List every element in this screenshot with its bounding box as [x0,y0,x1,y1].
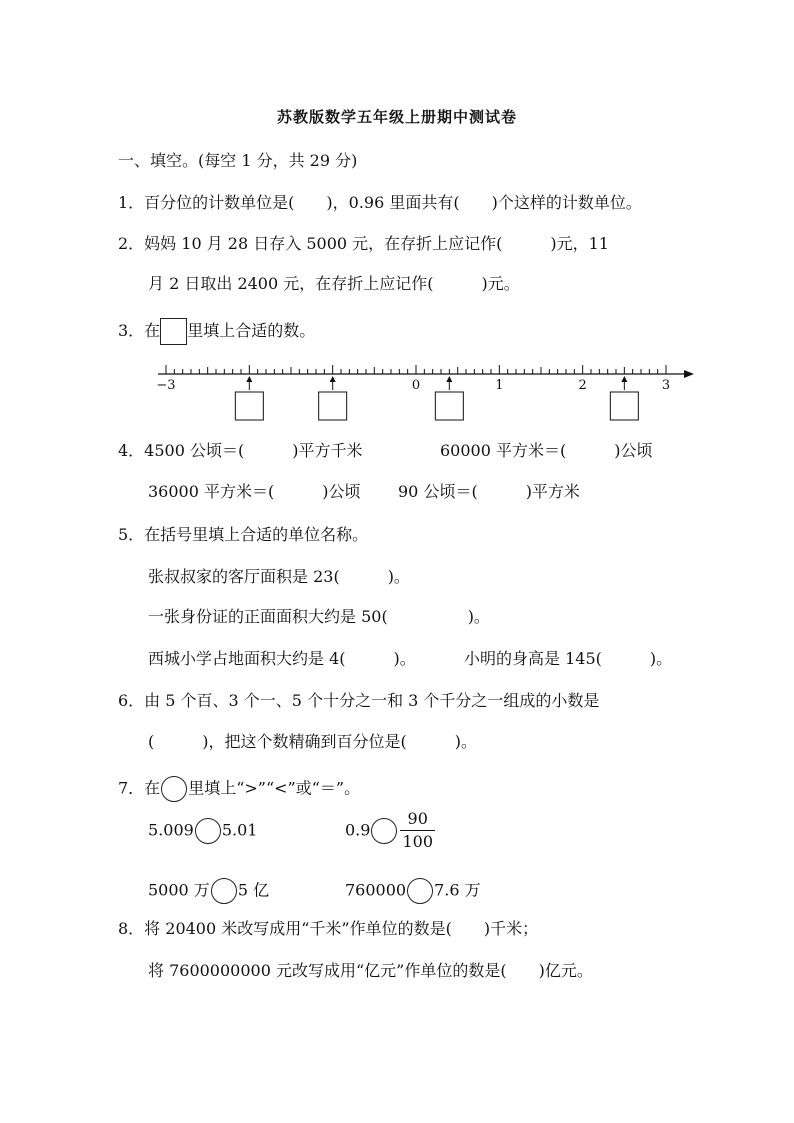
compare-left: 5000 万 [148,880,210,900]
question-3-prefix: 3．在 [118,321,161,340]
question-8-line-2: 将 7600000000 元改写成用“亿元”作单位的数是( )亿元。 [148,961,593,980]
axis-arrow-icon [684,370,694,378]
answer-box-icon [160,318,187,345]
question-2-line-2: 月 2 日取出 2400 元，在存折上应记作( )元。 [148,274,520,293]
compare-item-3 [148,878,269,904]
pointer-arrow-icon [330,376,336,382]
question-4-c: 36000 平方米＝( )公顷 [148,482,361,501]
question-5-c: 西城小学占地面积大约是 4( )。 [148,649,416,668]
tick-label: 1 [495,378,504,393]
question-6-line-2: ( )，把这个数精确到百分位是( )。 [148,732,477,751]
compare-item-1 [148,818,257,844]
compare-circle-icon [195,818,221,844]
compare-circle-icon [161,776,187,802]
compare-circle-icon [211,878,237,904]
compare-item-4 [345,878,481,904]
question-7-prompt [118,776,360,802]
question-4-a: 4．4500 公顷＝( )平方千米 [118,441,363,460]
compare-right: 5 亿 [237,880,270,900]
question-1: 1．百分位的计数单位是( )，0.96 里面共有( )个这样的计数单位。 [118,193,642,212]
compare-circle-icon [407,878,433,904]
question-7-suffix: 里填上“>”“<”或“＝”。 [188,778,361,798]
answer-box [610,392,638,420]
question-4-b: 60000 平方米＝( )公顷 [440,441,653,460]
answer-box [235,392,263,420]
fraction-denominator: 100 [402,832,433,851]
question-3-prompt [118,318,315,345]
fraction-numerator: 90 [400,808,435,831]
page-title: 苏教版数学五年级上册期中测试卷 [276,108,517,126]
compare-right: 5.01 [221,820,258,840]
tick-label: 0 [411,378,421,393]
question-5-b: 一张身份证的正面面积大约是 50( )。 [148,607,490,626]
question-5-d: 小明的身高是 145( )。 [464,649,673,668]
question-3-suffix: 里填上合适的数。 [187,321,316,340]
tick-label: 2 [578,378,587,393]
question-5-heading: 5．在括号里填上合适的单位名称。 [118,525,369,544]
question-6-line-1: 6．由 5 个百、3 个一、5 个十分之一和 3 个千分之一组成的小数是 [118,691,600,710]
pointer-arrow-icon [621,376,627,382]
question-7-prefix: 7．在 [118,778,161,798]
answer-box [435,392,463,420]
tick-label: 3 [661,378,671,393]
question-4-d: 90 公顷＝( )平方米 [398,482,580,501]
compare-item-2 [345,808,435,853]
compare-left: 760000 [345,880,407,900]
question-2-line-1: 2．妈妈 10 月 28 日存入 5000 元，在存折上应记作( )元，11 [118,234,609,253]
answer-box [319,392,347,420]
section-heading: 一、填空。(每空 1 分，共 29 分) [118,151,358,170]
compare-right: 7.6 万 [434,880,481,900]
question-5-a: 张叔叔家的客厅面积是 23( )。 [148,567,410,586]
compare-left: 5.009 [148,820,194,840]
compare-left: 0.9 [345,820,371,840]
fraction [400,808,435,853]
tick-label: −3 [156,378,176,393]
pointer-arrow-icon [246,376,252,382]
pointer-arrow-icon [446,376,452,382]
number-line [150,358,710,428]
compare-circle-icon [371,818,397,844]
question-8-line-1: 8．将 20400 米改写成用“千米”作单位的数是( )千米； [118,919,539,938]
